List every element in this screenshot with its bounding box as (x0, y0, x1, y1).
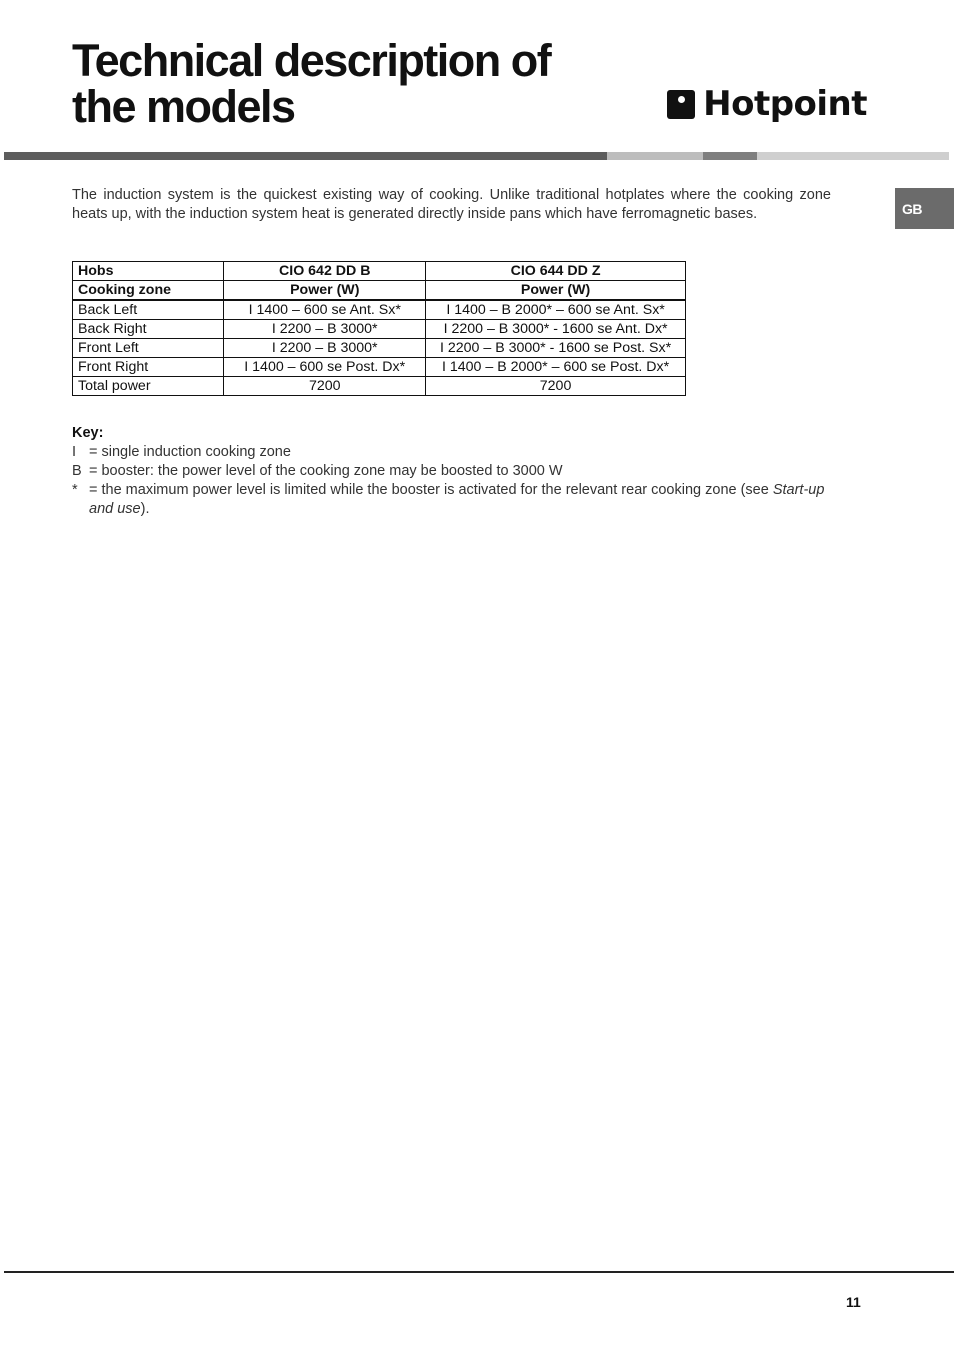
key-text: = the maximum power level is limited while the booster is activated for the relevant rear cooking zone (see (89, 482, 769, 498)
key-symbol: B (72, 463, 82, 479)
table-cell: I 1400 – B 2000* – 600 se Ant. Sx* (426, 300, 686, 320)
key-text: = booster: the power level of the cooking zone may be boosted to 3000 W (89, 463, 563, 479)
key-item (72, 481, 852, 519)
footer-divider (4, 1271, 954, 1273)
table-cell: I 2200 – B 3000* - 1600 se Ant. Dx* (426, 320, 686, 339)
table-cell: Front Left (73, 339, 224, 358)
page-title-line1: Technical description of (72, 35, 551, 86)
key-symbol: I (72, 444, 77, 460)
table-cell: I 1400 – 600 se Post. Dx* (224, 358, 426, 377)
brand-mark-icon (667, 90, 695, 119)
header-divider-segment (757, 152, 949, 160)
table-cell: Back Left (73, 300, 224, 320)
page-title (72, 35, 632, 132)
table-cell: I 2200 – B 3000* - 1600 se Post. Sx* (426, 339, 686, 358)
table-header-cell: CIO 642 DD B (224, 262, 426, 281)
table-row (73, 377, 686, 396)
brand-name: Hotpoint (703, 84, 867, 124)
table-header-cell: Hobs (73, 262, 224, 281)
page-title-line2: the models (72, 81, 295, 132)
table-header-cell: Power (W) (224, 281, 426, 301)
table-cell: I 2200 – B 3000* (224, 339, 426, 358)
key-legend (72, 424, 852, 519)
table-cell: Back Right (73, 320, 224, 339)
table-cell: I 1400 – 600 se Ant. Sx* (224, 300, 426, 320)
table-header-cell: Cooking zone (73, 281, 224, 301)
key-symbol: * (72, 482, 78, 498)
key-item (72, 443, 852, 462)
key-text: = single induction cooking zone (89, 444, 291, 460)
table-cell: Total power (73, 377, 224, 396)
table-header-row (73, 262, 686, 281)
key-title: Key: (72, 425, 104, 441)
table-cell: 7200 (426, 377, 686, 396)
header-divider-segment (703, 152, 757, 160)
key-item (72, 462, 852, 481)
table-header-cell: CIO 644 DD Z (426, 262, 686, 281)
language-tab: GB (895, 188, 954, 229)
table-row (73, 358, 686, 377)
table-cell: I 2200 – B 3000* (224, 320, 426, 339)
page-number: 11 (846, 1294, 861, 1310)
brand-logo (667, 84, 867, 124)
table-cell: I 1400 – B 2000* – 600 se Post. Dx* (426, 358, 686, 377)
intro-paragraph: The induction system is the quickest existing way of cooking. Unlike traditional hotplates where the cooking zone heats up, with the induction system heat is generated directly inside pans which have ferromagnetic bases. (72, 187, 831, 222)
table-cell: Front Right (73, 358, 224, 377)
key-reference: Start-up and use (89, 482, 825, 517)
key-text-block (89, 481, 852, 519)
key-text-tail: ). (140, 501, 150, 517)
table-cell: 7200 (224, 377, 426, 396)
table-header-row (73, 281, 686, 301)
table-row (73, 320, 686, 339)
table-row (73, 339, 686, 358)
table-header-cell: Power (W) (426, 281, 686, 301)
header-divider-segment (607, 152, 703, 160)
specs-table (72, 261, 686, 396)
table-row (73, 300, 686, 320)
header-divider-segment (4, 152, 607, 160)
